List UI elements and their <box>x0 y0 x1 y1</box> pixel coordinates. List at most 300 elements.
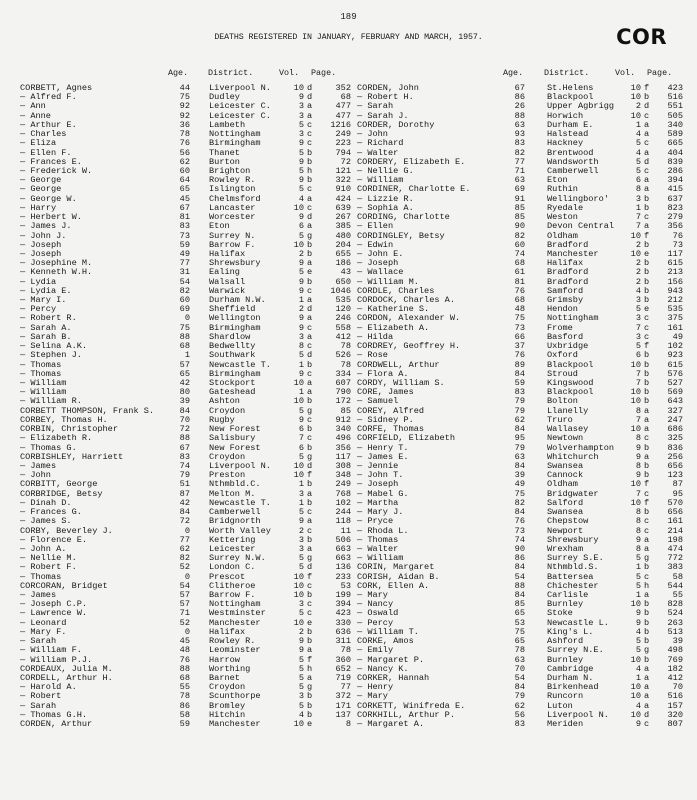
entry-name: — Lydia E. <box>20 285 72 296</box>
entry-age: 67 <box>179 202 190 213</box>
entry-district: Horwich <box>547 110 584 121</box>
entry-age: 84 <box>514 368 525 379</box>
entry-vol: 10 <box>630 248 641 259</box>
entry-district: Prescot <box>209 571 246 582</box>
entry-district: Bedwellty <box>209 341 256 352</box>
entry-vol: 6 <box>298 424 304 435</box>
entry-name: CORDINER, Charlotte E. <box>357 184 471 195</box>
entry-vol: 10 <box>630 387 641 398</box>
entry-name: CORE, James <box>357 387 414 398</box>
entry-vol-letter: a <box>307 673 313 683</box>
entry-vol-letter: a <box>307 258 313 269</box>
entry-vol: 3 <box>298 110 304 121</box>
entry-age: 83 <box>179 451 190 462</box>
entry-page: 78 <box>340 341 351 352</box>
entry-name: CORKETT, Winifreda E. <box>357 700 466 711</box>
entry-vol: 6 <box>298 221 304 232</box>
entry-vol-letter: b <box>644 599 650 610</box>
entry-vol-letter: b <box>307 691 313 702</box>
entry-name: — John <box>357 129 388 140</box>
entry-vol-letter: b <box>644 654 650 665</box>
entry-vol: 2 <box>635 276 641 287</box>
entry-district: Oxford <box>547 350 578 361</box>
entry-vol-letter: b <box>644 359 650 370</box>
entry-age: 85 <box>514 202 525 213</box>
header-district: District. <box>544 68 590 78</box>
entry-district: Melton M. <box>209 488 256 499</box>
entry-page: 513 <box>667 626 683 637</box>
entry-name: — Mary J. <box>357 507 404 518</box>
entry-vol: 5 <box>298 267 304 278</box>
entry-vol: 8 <box>635 184 641 195</box>
entry-district: Halifax <box>209 248 246 259</box>
entry-name: — Henry <box>357 682 394 693</box>
entry-district: Truro <box>547 414 573 425</box>
entry-page: 267 <box>335 212 351 223</box>
entry-district: Manchester <box>209 719 261 730</box>
entry-vol: 1 <box>298 479 304 490</box>
entry-district: Wallasey <box>547 424 589 435</box>
entry-page: 279 <box>667 212 683 223</box>
entry-age: 79 <box>514 442 525 453</box>
entry-vol: 9 <box>635 534 641 545</box>
entry-district: Carlisle <box>547 590 589 601</box>
entry-district: Leicester C. <box>209 101 271 112</box>
entry-vol: 8 <box>635 525 641 536</box>
entry-age: 78 <box>179 129 190 140</box>
entry-page: 526 <box>335 350 351 361</box>
entry-name: CORBITT, George <box>20 479 98 490</box>
entry-page: 49 <box>672 331 683 342</box>
entry-age: 0 <box>184 626 190 637</box>
entry-vol-letter: c <box>307 599 313 610</box>
entry-age: 79 <box>514 396 525 407</box>
entry-vol-letter: b <box>307 479 313 490</box>
entry-age: 64 <box>179 175 190 186</box>
entry-page: 656 <box>667 460 683 471</box>
entry-age: 77 <box>179 534 190 545</box>
entry-age: 65 <box>514 608 525 619</box>
entry-name: — Rose <box>357 350 388 361</box>
entry-name: CORBETT THOMPSON, Frank S. <box>20 405 155 416</box>
entry-name: CORKHILL, Arthur P. <box>357 709 455 720</box>
entry-district: Bolton <box>547 396 578 407</box>
entry-page: 320 <box>667 709 683 720</box>
entry-vol-letter: a <box>644 451 650 462</box>
entry-vol-letter: b <box>644 460 650 471</box>
entry-name: — Sarah <box>357 101 394 112</box>
entry-page: 769 <box>667 654 683 665</box>
entry-vol: 5 <box>635 553 641 564</box>
entry-page: 1216 <box>330 119 351 130</box>
entry-district: Durham N.W. <box>209 295 266 306</box>
entry-page: 498 <box>667 645 683 656</box>
entry-vol: 5 <box>635 304 641 315</box>
entry-name: COREY, Alfred <box>357 405 425 416</box>
page-title: DEATHS REGISTERED IN JANUARY, FEBRUARY AND MARCH, 1957. <box>214 33 483 42</box>
entry-vol: 8 <box>635 460 641 471</box>
entry-name: — Lydia <box>20 276 57 287</box>
entry-page: 87 <box>672 479 683 490</box>
entry-district: Weston <box>547 212 578 223</box>
entry-name: — James S. <box>20 516 72 527</box>
entry-vol: 10 <box>293 378 304 388</box>
entry-district: Wellingboro' <box>547 193 609 204</box>
entry-page: 223 <box>335 138 351 149</box>
entry-vol-letter: a <box>307 645 313 656</box>
entry-district: Harrow <box>209 654 240 665</box>
entry-district: Worthing <box>209 663 251 674</box>
entry-page: 246 <box>335 313 351 324</box>
entry-name: CORDER, Dorothy <box>357 119 435 130</box>
entry-age: 71 <box>179 608 190 619</box>
entry-age: 59 <box>514 378 525 388</box>
entry-district: Bradford <box>547 267 589 278</box>
entry-age: 72 <box>179 516 190 527</box>
entry-district: Croydon <box>209 682 246 693</box>
entry-page: 385 <box>335 221 351 232</box>
entry-page: 186 <box>335 258 351 269</box>
header-page: Page. <box>647 68 673 78</box>
entry-district: Chelmsford <box>209 193 261 204</box>
entry-vol: 1 <box>635 673 641 683</box>
entry-name: — Sarah J. <box>357 110 409 121</box>
entry-vol: 2 <box>298 248 304 259</box>
entry-name: — Thomas <box>357 534 399 545</box>
entry-name: — Frederick W. <box>20 165 93 176</box>
entry-district: Luton <box>547 700 573 711</box>
entry-age: 59 <box>179 239 190 250</box>
entry-vol-letter: d <box>644 101 650 112</box>
entry-vol: 9 <box>635 442 641 453</box>
entry-page: 663 <box>335 543 351 554</box>
header-district: District. <box>208 68 254 78</box>
entry-vol-letter: a <box>307 331 313 342</box>
entry-name: — Lizzie R. <box>357 193 414 204</box>
entry-district: Blackpool <box>547 359 594 370</box>
entry-name: — James <box>20 590 57 601</box>
entry-vol-letter: b <box>307 239 313 250</box>
entry-vol: 10 <box>630 83 641 93</box>
entry-name: — Anne <box>20 110 51 121</box>
entry-page: 157 <box>667 700 683 711</box>
entry-age: 87 <box>179 488 190 499</box>
entry-name: CORDREY, Geoffrey H. <box>357 341 461 352</box>
entry-name: CORKE, Amos <box>357 636 414 647</box>
entry-age: 63 <box>514 119 525 130</box>
entry-district: Kingswood <box>547 378 594 388</box>
entry-name: — Nancy K. <box>357 663 409 674</box>
entry-vol: 2 <box>298 626 304 637</box>
entry-vol: 4 <box>635 129 641 140</box>
entry-name: — John J. <box>20 230 67 241</box>
entry-vol-letter: d <box>307 562 313 573</box>
entry-name: CORBEY, Thomas H. <box>20 414 108 425</box>
entry-district: Ashton <box>209 396 240 407</box>
entry-vol-letter: c <box>307 580 313 591</box>
entry-age: 84 <box>514 682 525 693</box>
entry-vol-letter: b <box>644 193 650 204</box>
entry-district: Frome <box>547 322 573 333</box>
entry-vol: 4 <box>635 147 641 158</box>
entry-age: 83 <box>514 387 525 398</box>
entry-age: 82 <box>514 147 525 158</box>
entry-page: 77 <box>340 682 351 693</box>
entry-name: — Alfred F. <box>20 92 77 103</box>
entry-page: 117 <box>335 451 351 462</box>
entry-page: 53 <box>340 580 351 591</box>
entry-vol-letter: a <box>307 295 313 306</box>
entry-vol-letter: b <box>644 295 650 306</box>
entry-vol-letter: a <box>644 673 650 683</box>
entry-vol: 10 <box>293 580 304 591</box>
entry-page: 182 <box>667 663 683 674</box>
entry-name: — William P.J. <box>20 654 93 665</box>
entry-vol-letter: b <box>644 562 650 573</box>
entry-age: 90 <box>514 221 525 232</box>
entry-name: — Nellie M. <box>20 553 77 564</box>
entry-name: — Arthur E. <box>20 119 77 130</box>
entry-page: 117 <box>667 248 683 259</box>
entry-page: 719 <box>335 673 351 683</box>
entry-vol-letter: d <box>307 350 313 361</box>
entry-vol-letter: a <box>644 534 650 545</box>
entry-vol-letter: c <box>307 202 313 213</box>
entry-name: CORDY, William S. <box>357 378 445 388</box>
entry-age: 63 <box>514 175 525 186</box>
entry-vol: 1 <box>298 295 304 306</box>
header-vol: Vol. <box>615 68 636 78</box>
entry-vol-letter: b <box>307 156 313 167</box>
entry-name: — Thomas G. <box>20 442 77 453</box>
entry-vol-letter: c <box>307 414 313 425</box>
entry-name: — Mary <box>357 590 388 601</box>
entry-age: 62 <box>514 700 525 711</box>
entry-district: Rowley R. <box>209 175 256 186</box>
header-page: Page. <box>311 68 337 78</box>
entry-vol: 9 <box>635 451 641 462</box>
entry-page: 383 <box>667 562 683 573</box>
entry-district: Stockport <box>209 378 256 388</box>
entry-page: 665 <box>667 138 683 149</box>
entry-name: — Nancy <box>357 599 394 610</box>
entry-page: 570 <box>667 497 683 508</box>
entry-district: Warwick <box>209 285 246 296</box>
entry-page: 790 <box>335 387 351 398</box>
entry-name: CORDEN, John <box>357 83 419 93</box>
entry-district: Chepstow <box>547 516 589 527</box>
entry-page: 544 <box>667 580 683 591</box>
entry-page: 340 <box>667 119 683 130</box>
entry-age: 86 <box>514 553 525 564</box>
entry-age: 83 <box>179 221 190 232</box>
entry-district: Leominster <box>209 645 261 656</box>
entry-district: Camberwell <box>209 507 261 518</box>
entry-page: 137 <box>335 709 351 720</box>
entry-page: 73 <box>672 239 683 250</box>
entry-district: Brentwood <box>547 147 594 158</box>
entry-age: 70 <box>514 663 525 674</box>
entry-vol: 8 <box>635 516 641 527</box>
entry-age: 68 <box>514 295 525 306</box>
entry-name: — Ann <box>20 101 46 112</box>
entry-name: — Frances G. <box>20 507 82 518</box>
entry-vol-letter: a <box>307 387 313 398</box>
entry-name: — Joseph <box>357 479 399 490</box>
entry-name: — Sarah A. <box>20 322 72 333</box>
entry-vol: 10 <box>630 396 641 407</box>
entry-vol: 3 <box>298 599 304 610</box>
entry-vol: 10 <box>293 590 304 601</box>
entry-page: 551 <box>667 101 683 112</box>
entry-name: — John E. <box>357 248 404 259</box>
entry-age: 86 <box>514 92 525 103</box>
entry-district: Wandsworth <box>547 156 599 167</box>
entry-name: CORDEAUX, Julia M. <box>20 663 113 674</box>
entry-vol: 10 <box>630 110 641 121</box>
entry-district: Newcastle T. <box>209 497 271 508</box>
entry-vol: 10 <box>630 479 641 490</box>
entry-age: 79 <box>514 405 525 416</box>
entry-vol: 10 <box>293 396 304 407</box>
entry-name: — Ellen <box>357 221 394 232</box>
entry-name: — Henry T. <box>357 442 409 453</box>
entry-vol: 5 <box>635 138 641 149</box>
entry-vol: 10 <box>293 719 304 730</box>
entry-age: 77 <box>514 156 525 167</box>
entry-page: 558 <box>335 322 351 333</box>
entry-vol: 9 <box>298 285 304 296</box>
entry-age: 62 <box>179 543 190 554</box>
entry-page: 121 <box>335 165 351 176</box>
entry-district: Bridgnorth <box>209 516 261 527</box>
entry-vol: 6 <box>298 442 304 453</box>
entry-age: 75 <box>179 92 190 103</box>
entry-district: Westminster <box>209 608 266 619</box>
entry-district: Grimsby <box>547 295 584 306</box>
entry-page: 334 <box>335 368 351 379</box>
entry-vol-letter: b <box>644 626 650 637</box>
entry-district: Ealing <box>209 267 240 278</box>
entry-vol: 10 <box>630 709 641 720</box>
entry-vol: 4 <box>635 700 641 711</box>
entry-page: 394 <box>335 599 351 610</box>
entry-page: 39 <box>672 636 683 647</box>
entry-vol-letter: a <box>644 414 650 425</box>
entry-district: Barrow F. <box>209 590 256 601</box>
entry-age: 73 <box>514 525 525 536</box>
entry-vol: 5 <box>635 165 641 176</box>
entry-vol: 3 <box>298 101 304 112</box>
entry-name: — Jennie <box>357 460 399 471</box>
entry-district: Hackney <box>547 138 584 149</box>
entry-vol-letter: b <box>307 276 313 287</box>
entry-district: Rowley R. <box>209 636 256 647</box>
entry-vol-letter: g <box>307 451 313 462</box>
entry-page: 404 <box>667 147 683 158</box>
entry-vol: 3 <box>298 691 304 702</box>
entry-district: Manchester <box>209 617 261 628</box>
entry-name: — Margaret A. <box>357 719 425 730</box>
entry-district: Liverpool N. <box>547 709 609 720</box>
entry-page: 311 <box>335 636 351 647</box>
entry-vol: 10 <box>630 682 641 693</box>
entry-district: Durham E. <box>547 119 594 130</box>
entry-vol: 3 <box>298 543 304 554</box>
entry-vol-letter: a <box>307 516 313 527</box>
entry-vol-letter: b <box>644 368 650 379</box>
entry-vol: 1 <box>298 359 304 370</box>
entry-name: — Dinah D. <box>20 497 72 508</box>
entry-vol-letter: b <box>644 387 650 398</box>
entry-age: 91 <box>514 193 525 204</box>
entry-page: 394 <box>667 175 683 186</box>
entry-name: — James J. <box>20 221 72 232</box>
entry-name: — Joseph <box>20 239 62 250</box>
entry-name: — Mary F. <box>20 626 67 637</box>
entry-name: CORDING, Charlotte <box>357 212 450 223</box>
entry-page: 70 <box>672 682 683 693</box>
entry-name: — Walter <box>357 147 399 158</box>
entry-page: 55 <box>672 590 683 601</box>
entry-district: Oldham <box>547 479 578 490</box>
entry-vol-letter: b <box>307 709 313 720</box>
entry-page: 943 <box>667 285 683 296</box>
entry-district: Ruthin <box>547 184 578 195</box>
entry-district: Bradford <box>547 239 589 250</box>
entry-page: 650 <box>335 276 351 287</box>
entry-district: Hitchin <box>209 709 246 720</box>
entry-name: — Herbert W. <box>20 212 82 223</box>
entry-name: CORDELL, Arthur H. <box>20 673 113 683</box>
entry-page: 637 <box>667 193 683 204</box>
entry-page: 78 <box>340 359 351 370</box>
entry-district: Southwark <box>209 350 256 361</box>
entry-age: 82 <box>514 230 525 241</box>
entry-vol: 6 <box>635 175 641 186</box>
entry-vol-letter: a <box>307 488 313 499</box>
entry-vol-letter: f <box>644 83 650 93</box>
entry-page: 199 <box>335 590 351 601</box>
entry-district: Birmingham <box>209 322 261 333</box>
entry-vol-letter: b <box>307 497 313 508</box>
entry-vol: 1 <box>635 202 641 213</box>
entry-vol: 3 <box>635 295 641 306</box>
entry-name: — Sidney P. <box>357 414 414 425</box>
entry-page: 505 <box>667 110 683 121</box>
entry-page: 615 <box>667 258 683 269</box>
entry-page: 535 <box>667 304 683 315</box>
entry-vol: 8 <box>635 507 641 518</box>
entry-vol-letter: c <box>644 433 650 444</box>
entry-page: 607 <box>335 378 351 388</box>
entry-district: Upper Agbrigg <box>547 101 615 112</box>
entry-district: Surrey S.E. <box>547 553 604 564</box>
entry-page: 480 <box>335 230 351 241</box>
entry-vol: 5 <box>635 580 641 591</box>
entry-name: — Edwin <box>357 239 394 250</box>
entry-page: 576 <box>667 368 683 379</box>
entry-vol-letter: g <box>307 553 313 564</box>
entry-vol: 3 <box>298 129 304 140</box>
entry-vol-letter: a <box>644 175 650 186</box>
entry-district: Wrexham <box>547 543 584 554</box>
entry-name: — William <box>357 553 404 564</box>
entry-vol-letter: a <box>644 147 650 158</box>
entry-page: 171 <box>335 700 351 711</box>
entry-vol: 5 <box>298 184 304 195</box>
entry-name: — Flora A. <box>357 368 409 379</box>
